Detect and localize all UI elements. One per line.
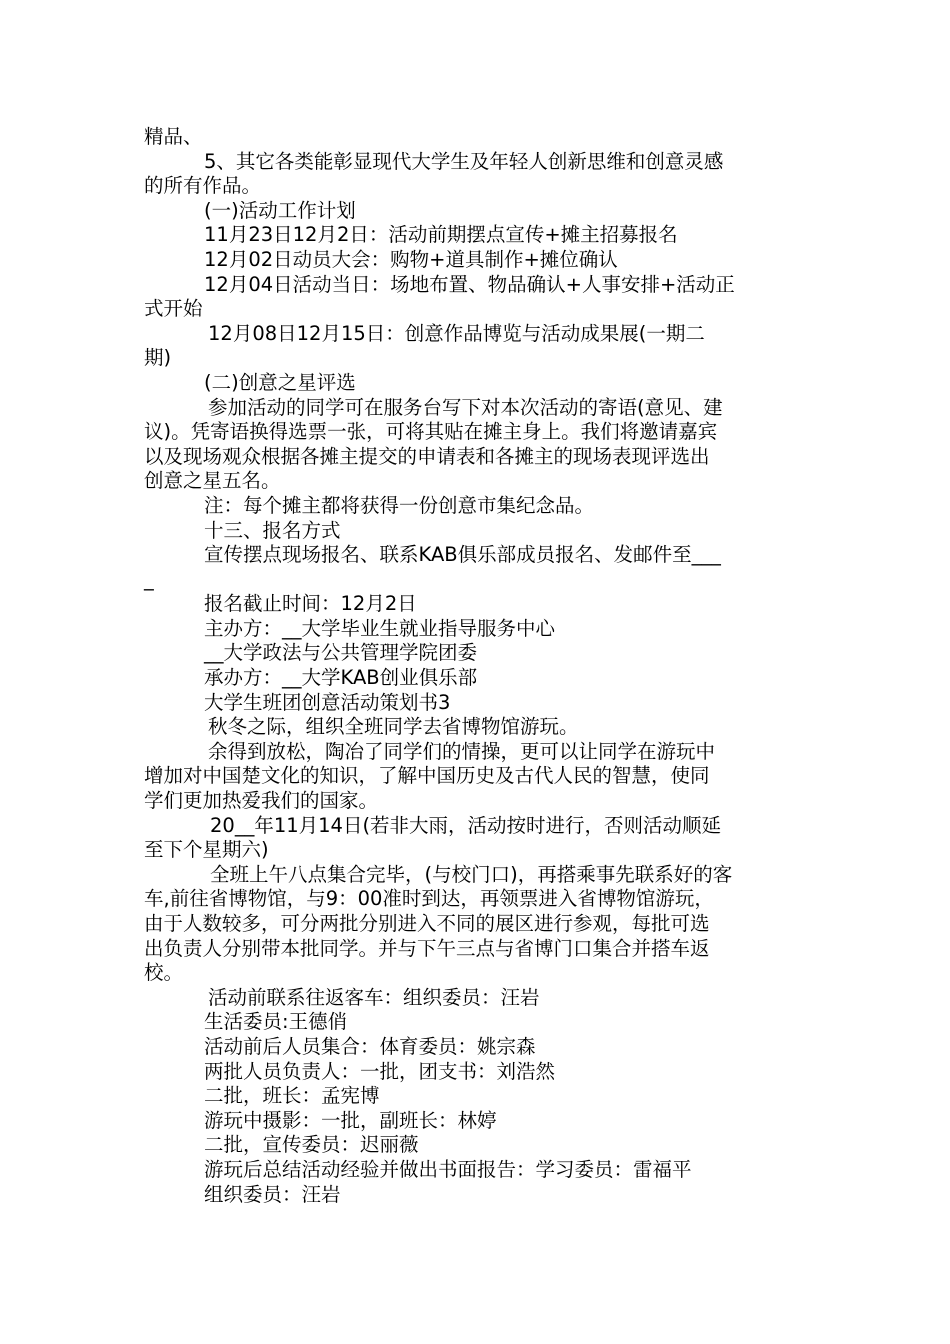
text-line: 12月02日动员大会：购物+道具制作+摊位确认	[204, 247, 618, 271]
text-line: 十三、报名方式	[204, 518, 341, 542]
text-line: 出负责人分别带本批同学。并与下午三点与省博门口集合并搭车返	[144, 936, 710, 960]
text-line: 二批，宣传委员：迟丽薇	[204, 1133, 419, 1157]
text-line: 12月08日12月15日：创意作品博览与活动成果展(一期二	[208, 321, 705, 345]
text-line: 参加活动的同学可在服务台写下对本次活动的寄语(意见、建	[208, 395, 723, 419]
text-line: 12月04日活动当日：场地布置、物品确认+人事安排+活动正	[204, 272, 735, 296]
text-line: 注：每个摊主都将获得一份创意市集纪念品。	[204, 493, 595, 517]
text-line: 二批，班长：孟宪博	[204, 1084, 380, 1108]
document-body	[144, 125, 808, 1207]
text-line: 11月23日12月2日：活动前期摆点宣传+摊主招募报名	[204, 223, 678, 247]
text-line: 承办方：__大学KAB创业俱乐部	[204, 666, 478, 690]
text-line: 创意之星五名。	[144, 469, 281, 493]
text-line: 余得到放松，陶冶了同学们的情操，更可以让同学在游玩中	[208, 739, 716, 763]
text-line: 5、其它各类能彰显现代大学生及年轻人创新思维和创意灵感	[204, 149, 724, 173]
text-line: 校。	[144, 961, 184, 985]
text-line: 主办方：__大学毕业生就业指导服务中心	[204, 616, 556, 640]
text-line: 式开始	[144, 297, 203, 321]
text-line: 生活委员:王德俏	[204, 1010, 348, 1034]
text-line: 游玩中摄影：一批，副班长：林婷	[204, 1108, 497, 1132]
text-line: 由于人数较多，可分两批分别进入不同的展区进行参观，每批可选	[144, 912, 710, 935]
text-line: 精品、	[144, 125, 203, 148]
text-line: 宣传摆点现场报名、联系KAB俱乐部成员报名、发邮件至___	[204, 543, 721, 567]
text-line: 组织委员：汪岩	[204, 1182, 341, 1206]
text-line: 期)	[144, 346, 172, 370]
text-line: 全班上午八点集合完毕，(与校门口)，再搭乘事先联系好的客	[210, 862, 733, 886]
text-line: 以及现场观众根据各摊主提交的申请表和各摊主的现场表现评选出	[144, 444, 710, 468]
text-line: 活动前后人员集合：体育委员：姚宗森	[204, 1034, 536, 1058]
text-line: 游玩后总结活动经验并做出书面报告：学习委员：雷福平	[204, 1157, 692, 1181]
text-line: 20__年11月14日(若非大雨，活动按时进行，否则活动顺延	[210, 813, 722, 837]
text-line: 增加对中国楚文化的知识，了解中国历史及古代人民的智慧，使同	[144, 764, 710, 788]
text-line: 至下个星期六)	[144, 838, 269, 862]
text-line: (二)创意之星评选	[204, 370, 356, 394]
text-line: __大学政法与公共管理学院团委	[204, 641, 478, 665]
text-line: _	[144, 567, 154, 591]
text-line: 秋冬之际，组织全班同学去省博物馆游玩。	[208, 715, 579, 739]
text-line: (一)活动工作计划	[204, 198, 356, 222]
text-line: 两批人员负责人：一批，团支书：刘浩然	[204, 1059, 556, 1083]
text-line: 大学生班团创意活动策划书3	[204, 690, 451, 714]
text-line: 的所有作品。	[144, 174, 262, 198]
text-line: 车,前往省博物馆，与9：00准时到达，再领票进入省博物馆游玩，	[144, 887, 714, 911]
text-line: 活动前联系往返客车：组织委员：汪岩	[208, 985, 540, 1009]
text-line: 报名截止时间：12月2日	[204, 592, 417, 616]
text-line: 议)。凭寄语换得选票一张，可将其贴在摊主身上。我们将邀请嘉宾	[144, 420, 718, 444]
text-line: 学们更加热爱我们的国家。	[144, 789, 379, 813]
